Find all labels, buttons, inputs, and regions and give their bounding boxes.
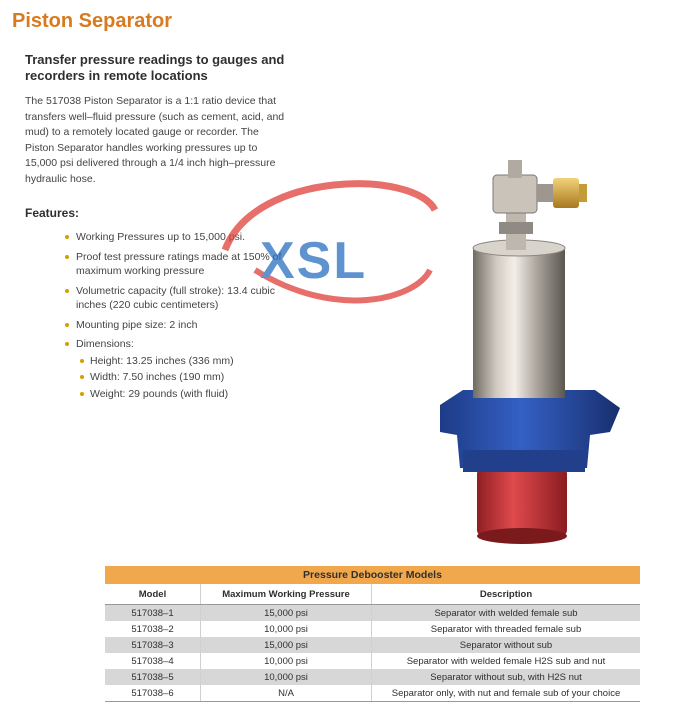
cell-pressure: 10,000 psi xyxy=(201,653,372,669)
col-header-description: Description xyxy=(372,584,641,605)
watermark-text: XSL xyxy=(260,232,368,290)
cell-model: 517038–2 xyxy=(105,621,201,637)
cell-pressure: N/A xyxy=(201,685,372,702)
cell-description: Separator with welded female sub xyxy=(372,605,641,622)
table-row xyxy=(105,685,640,702)
brass-coupling xyxy=(553,178,579,208)
cell-model: 517038–6 xyxy=(105,685,201,702)
cell-model: 517038–4 xyxy=(105,653,201,669)
intro-paragraph: The 517038 Piston Separator is a 1:1 ratio device that transfers well–fluid pressure (such as cement, acid, and mud) to a remotely located gauge or recorder. The Piston Separator handles working pressures up to 15,000 psi delivered through a 1/4 inch high–pressure hydraulic hose. xyxy=(25,95,285,185)
cell-pressure: 10,000 psi xyxy=(201,621,372,637)
feature-item-label: Dimensions: xyxy=(76,338,134,350)
cell-model: 517038–5 xyxy=(105,669,201,685)
table-row xyxy=(105,621,640,637)
red-base xyxy=(477,468,567,536)
page-subtitle: Transfer pressure readings to gauges and recorders in remote locations xyxy=(25,52,285,83)
col-header-model: Model xyxy=(105,584,201,605)
dimension-item: Height: 13.25 inches (336 mm) xyxy=(78,354,292,369)
cell-model: 517038–3 xyxy=(105,637,201,653)
table-row xyxy=(105,637,640,653)
feature-item: Mounting pipe size: 2 inch xyxy=(62,318,292,333)
models-table xyxy=(105,566,640,702)
features-heading: Features: xyxy=(25,206,80,220)
table-caption: Pressure Debooster Models xyxy=(105,566,640,584)
cell-pressure: 10,000 psi xyxy=(201,669,372,685)
cell-description: Separator only, with nut and female sub of your choice xyxy=(372,685,641,702)
product-photo xyxy=(215,150,655,550)
cell-description: Separator with threaded female sub xyxy=(372,621,641,637)
feature-item: Volumetric capacity (full stroke): 13.4 cubic inches (220 cubic centimeters) xyxy=(62,284,292,313)
table-row xyxy=(105,669,640,685)
cell-pressure: 15,000 psi xyxy=(201,637,372,653)
cell-description: Separator without sub, with H2S nut xyxy=(372,669,641,685)
dimension-item: Weight: 29 pounds (with fluid) xyxy=(78,387,292,402)
col-header-pressure: Maximum Working Pressure xyxy=(201,584,372,605)
page-title: Piston Separator xyxy=(12,10,173,32)
feature-item: Proof test pressure ratings made at 150% of maximum working pressure xyxy=(62,250,292,279)
watermark-logo xyxy=(225,184,435,301)
cell-model: 517038–1 xyxy=(105,605,201,622)
table-row xyxy=(105,653,640,669)
dimension-item: Width: 7.50 inches (190 mm) xyxy=(78,370,292,385)
cell-pressure: 15,000 psi xyxy=(201,605,372,622)
cell-description: Separator with welded female H2S sub and nut xyxy=(372,653,641,669)
cell-description: Separator without sub xyxy=(372,637,641,653)
steel-cylinder xyxy=(473,248,565,398)
feature-item: Working Pressures up to 15,000 psi. xyxy=(62,230,292,245)
table-row xyxy=(105,605,640,622)
